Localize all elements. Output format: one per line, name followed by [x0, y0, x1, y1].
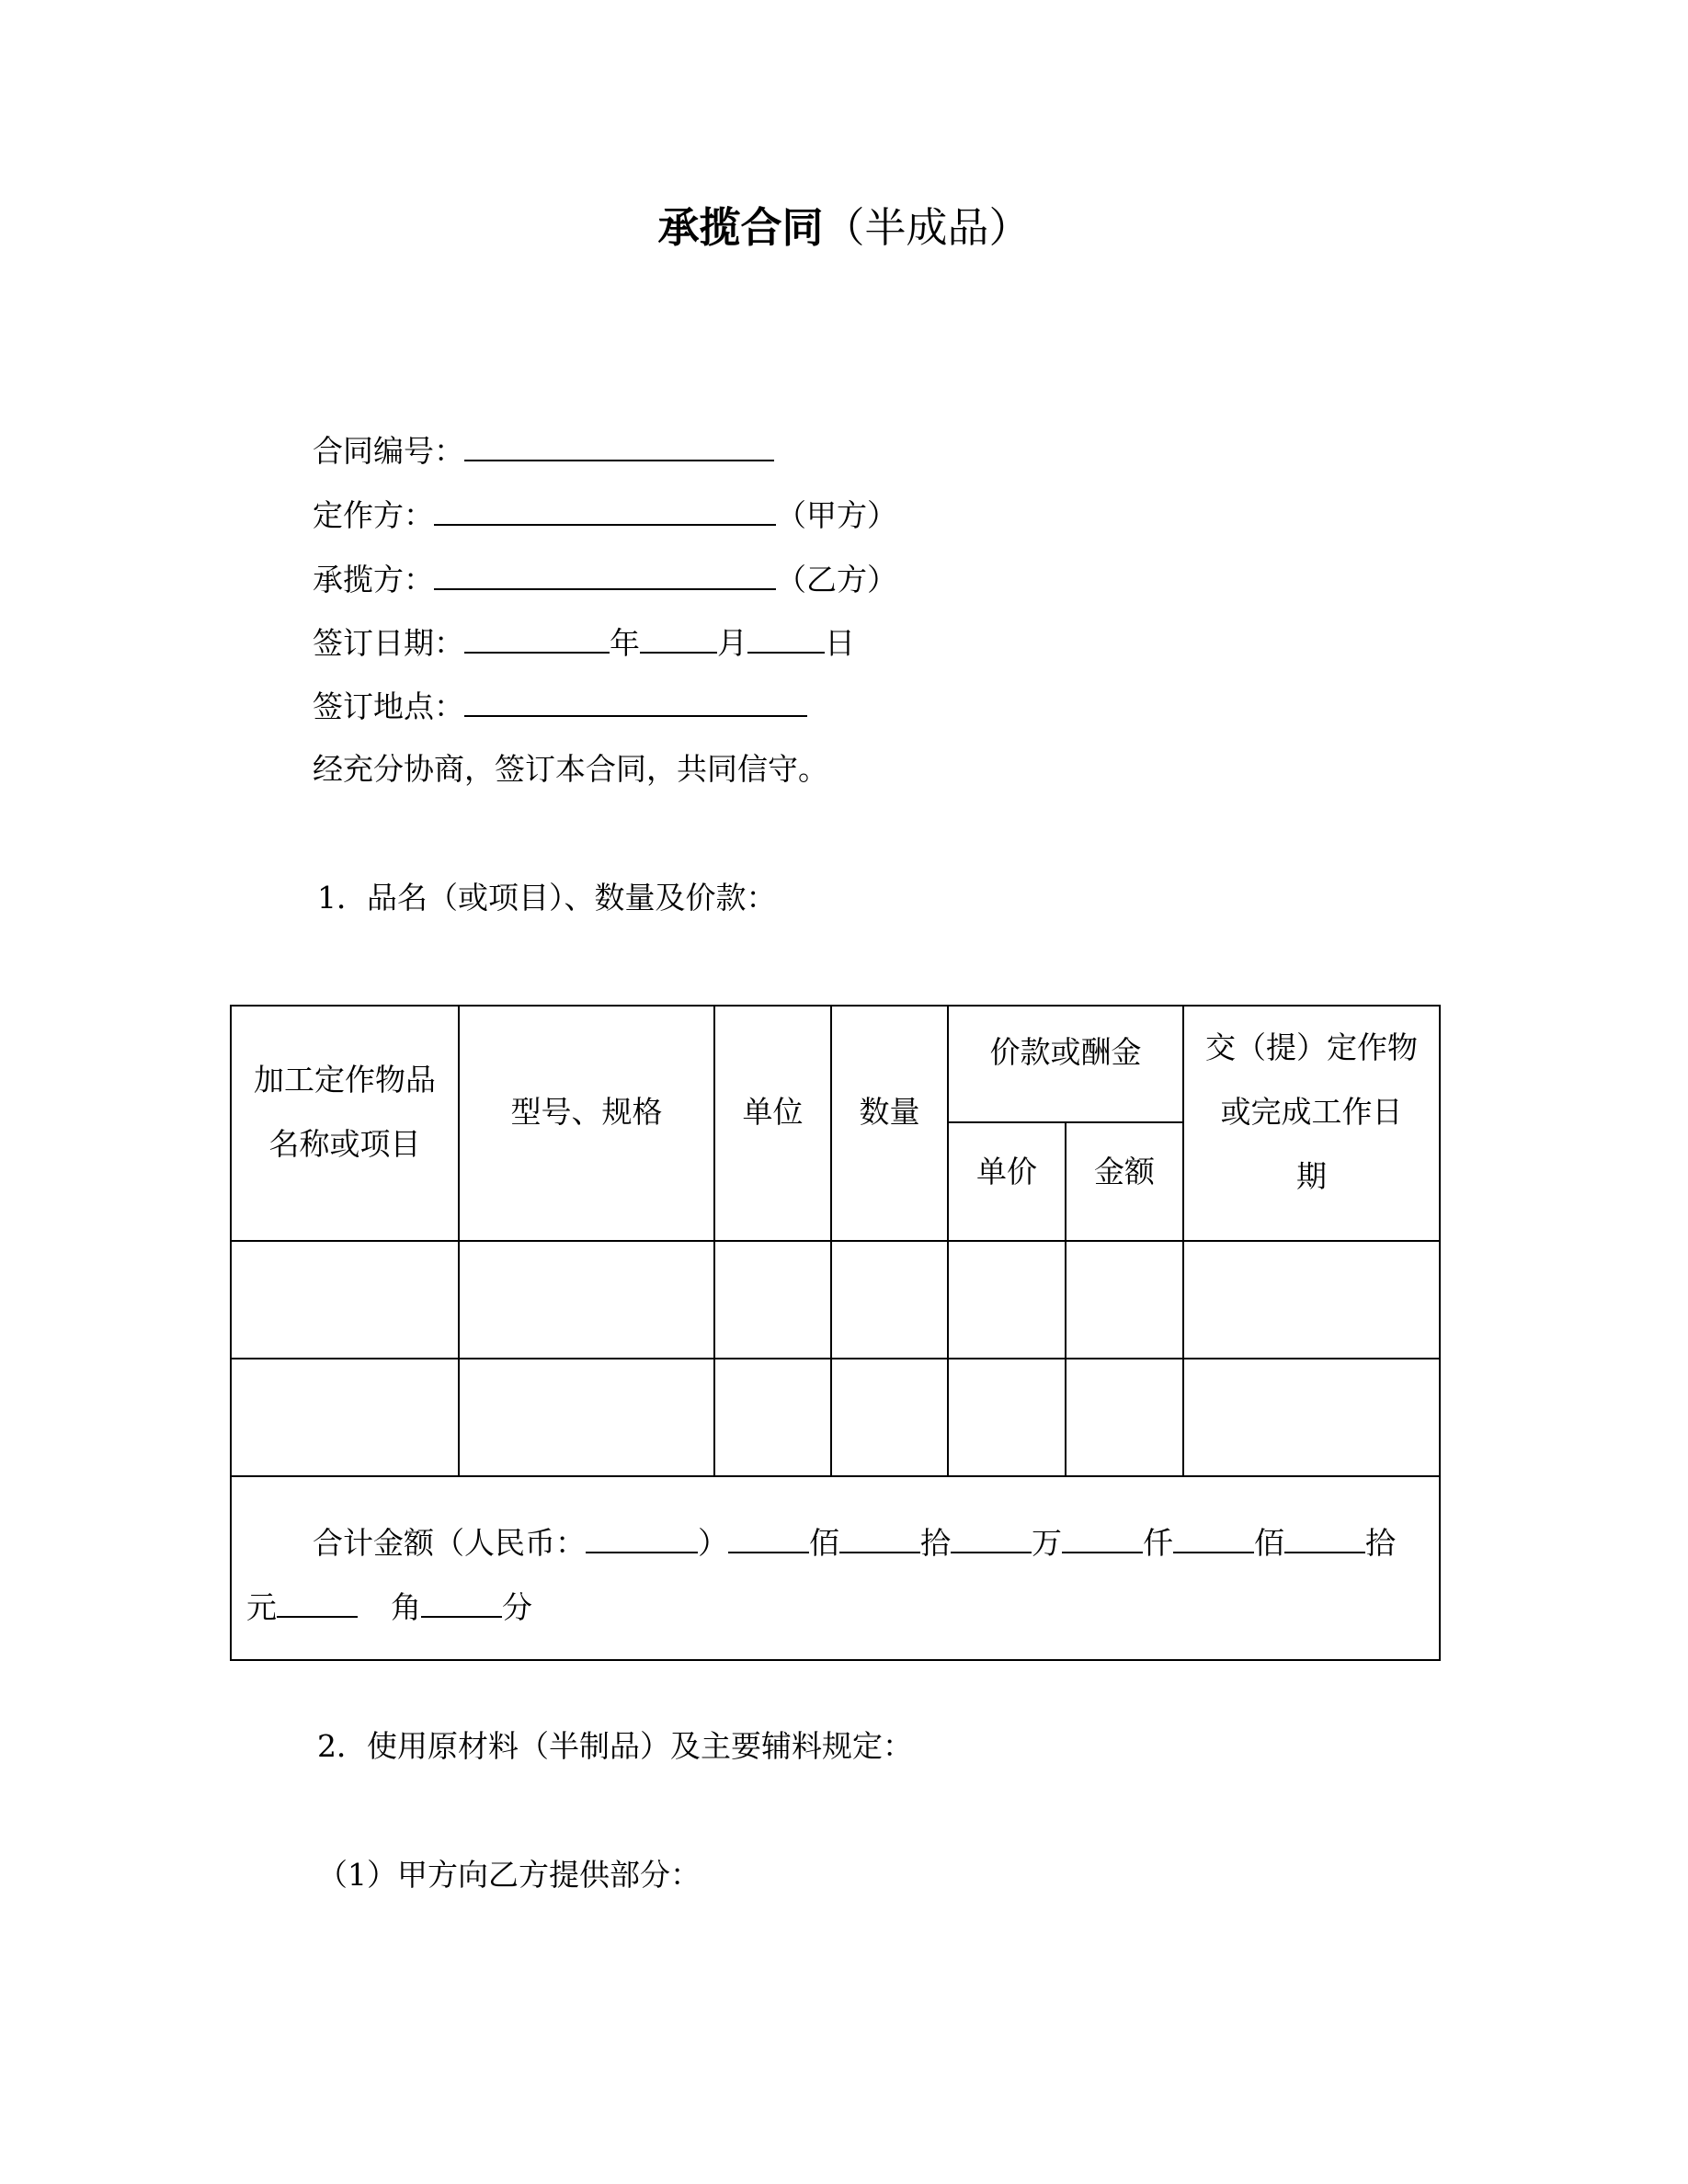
label: 合同编号： — [313, 433, 464, 469]
blank[interactable] — [434, 561, 776, 590]
blank[interactable] — [839, 1524, 920, 1553]
label: 承揽方： — [313, 562, 434, 597]
suffix: （甲方） — [776, 497, 897, 533]
blank[interactable] — [434, 496, 776, 526]
line: 加工定作物品 — [254, 1062, 436, 1098]
document-title — [0, 202, 1688, 254]
blank[interactable] — [640, 624, 717, 654]
header-unit: 单位 — [742, 1094, 804, 1130]
line: 或完成工作日 — [1220, 1094, 1403, 1130]
blank[interactable] — [951, 1524, 1032, 1553]
blank[interactable] — [747, 624, 825, 654]
blank[interactable] — [1173, 1524, 1254, 1553]
blank[interactable] — [728, 1524, 809, 1553]
header-amount: 金额 — [1094, 1154, 1155, 1189]
header-item-name — [232, 1048, 458, 1177]
party-a-field — [313, 496, 897, 534]
label: ） — [698, 1525, 728, 1561]
party-b-field — [313, 561, 897, 598]
line: 名称或项目 — [268, 1126, 421, 1162]
blank[interactable] — [1062, 1524, 1143, 1553]
label: 仟 — [1143, 1525, 1173, 1561]
line: 期 — [1296, 1158, 1327, 1194]
section-1-heading: 1．品名（或项目）、数量及价款： — [317, 880, 777, 916]
label: 月 — [717, 625, 747, 661]
sign-date-field — [313, 624, 855, 662]
label: 签订地点： — [313, 688, 464, 724]
label: 分 — [502, 1589, 532, 1625]
label: 拾 — [1365, 1525, 1396, 1561]
section-2-1-heading: （1）甲方向乙方提供部分： — [317, 1857, 701, 1893]
blank[interactable] — [464, 432, 774, 461]
suffix: （乙方） — [776, 562, 897, 597]
header-delivery-date — [1184, 1016, 1439, 1209]
line: 交（提）定作物 — [1205, 1029, 1418, 1065]
label: 定作方： — [313, 497, 434, 533]
header-model: 型号、规格 — [510, 1094, 663, 1130]
label: 佰 — [1254, 1525, 1284, 1561]
blank[interactable] — [1284, 1524, 1365, 1553]
label: 签订日期： — [313, 625, 464, 661]
total-line-1 — [313, 1524, 1396, 1562]
label: 角 — [391, 1589, 421, 1625]
header-unit-price: 单价 — [976, 1154, 1037, 1189]
header-price-group: 价款或酬金 — [989, 1034, 1142, 1070]
section-2-heading: 2．使用原材料（半制品）及主要辅料规定： — [317, 1728, 913, 1764]
preamble: 经充分协商，签订本合同，共同信守。 — [313, 751, 828, 787]
total-line-2 — [246, 1588, 532, 1626]
blank[interactable] — [464, 688, 807, 717]
label: 拾 — [920, 1525, 951, 1561]
label: 元 — [246, 1589, 277, 1625]
label: 日 — [825, 625, 855, 661]
header-qty: 数量 — [859, 1094, 920, 1130]
blank[interactable] — [586, 1524, 698, 1553]
blank[interactable] — [277, 1588, 358, 1618]
title-main: 承揽合同 — [657, 203, 824, 252]
label: 万 — [1032, 1525, 1062, 1561]
label: 佰 — [809, 1525, 839, 1561]
label: 年 — [610, 625, 640, 661]
blank[interactable] — [421, 1588, 502, 1618]
blank[interactable] — [464, 624, 610, 654]
sign-place-field — [313, 688, 807, 725]
contract-no-field — [313, 432, 774, 470]
label: 合计金额（人民币： — [313, 1525, 586, 1561]
title-sub: （半成品） — [823, 203, 1031, 252]
